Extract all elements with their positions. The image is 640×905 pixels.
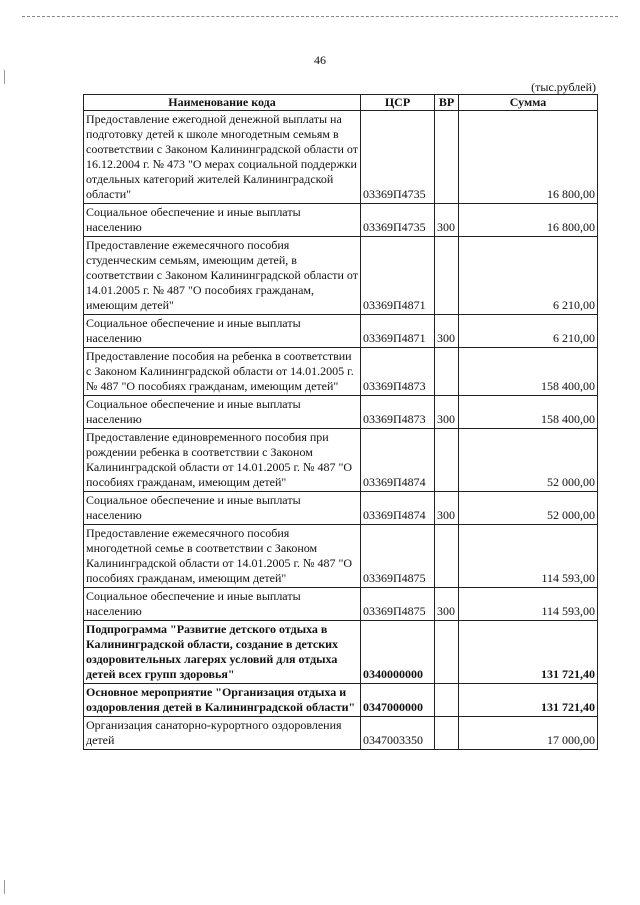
row-csr: 03369П4871	[361, 237, 435, 315]
row-csr: 0347000000	[361, 684, 435, 717]
margin-mark	[4, 880, 9, 894]
header-vr: ВР	[435, 95, 459, 111]
row-csr: 03369П4874	[361, 429, 435, 492]
row-sum: 131 721,40	[459, 684, 598, 717]
header-csr: ЦСР	[361, 95, 435, 111]
table-row	[84, 111, 598, 204]
row-vr	[435, 621, 459, 684]
row-name: Социальное обеспечение и иные выплаты населению	[84, 492, 361, 525]
table-row	[84, 492, 598, 525]
row-name: Предоставление единовременного пособия при рождении ребенка в соответствии с Законом Калининградской области от 14.01.2005 г. № 487 "О пособиях гражданам, имеющим детей"	[84, 429, 361, 492]
budget-table	[83, 94, 598, 750]
table-row	[84, 237, 598, 315]
row-vr	[435, 525, 459, 588]
row-name: Социальное обеспечение и иные выплаты населению	[84, 315, 361, 348]
row-name: Предоставление ежемесячного пособия многодетной семье в соответствии с Законом Калининградской области от 14.01.2005 г. № 487 "О пособиях гражданам, имеющим детей"	[84, 525, 361, 588]
row-sum: 52 000,00	[459, 429, 598, 492]
row-name: Социальное обеспечение и иные выплаты населению	[84, 396, 361, 429]
row-vr: 300	[435, 204, 459, 237]
row-vr	[435, 348, 459, 396]
row-csr: 03369П4735	[361, 111, 435, 204]
row-name: Предоставление ежегодной денежной выплаты на подготовку детей к школе многодетным семьям в соответствии с Законом Калининградской области от 16.12.2004 г. № 473 "О мерах социальной поддержки отдельных категорий жителей Калининградской области"	[84, 111, 361, 204]
table-row	[84, 525, 598, 588]
row-csr: 0347003350	[361, 717, 435, 750]
header-sum: Сумма	[459, 95, 598, 111]
row-sum: 16 800,00	[459, 111, 598, 204]
row-vr: 300	[435, 396, 459, 429]
margin-mark	[4, 70, 9, 84]
row-csr: 03369П4871	[361, 315, 435, 348]
row-sum: 158 400,00	[459, 348, 598, 396]
row-csr: 0340000000	[361, 621, 435, 684]
table-header-row	[84, 95, 598, 111]
row-csr: 03369П4735	[361, 204, 435, 237]
row-sum: 158 400,00	[459, 396, 598, 429]
top-rule	[22, 16, 618, 17]
row-csr: 03369П4873	[361, 348, 435, 396]
row-csr: 03369П4875	[361, 588, 435, 621]
row-vr: 300	[435, 588, 459, 621]
row-name: Социальное обеспечение и иные выплаты населению	[84, 588, 361, 621]
row-sum: 114 593,00	[459, 525, 598, 588]
row-name: Подпрограмма "Развитие детского отдыха в Калининградской области, создание в детских оздоровительных лагерях условий для отдыха детей всех групп здоровья"	[84, 621, 361, 684]
row-sum: 131 721,40	[459, 621, 598, 684]
row-sum: 6 210,00	[459, 237, 598, 315]
row-name: Организация санаторно-курортного оздоровления детей	[84, 717, 361, 750]
row-name: Социальное обеспечение и иные выплаты населению	[84, 204, 361, 237]
row-name: Основное мероприятие "Организация отдыха и оздоровления детей в Калининградской области"	[84, 684, 361, 717]
row-csr: 03369П4874	[361, 492, 435, 525]
row-csr: 03369П4873	[361, 396, 435, 429]
row-vr: 300	[435, 315, 459, 348]
row-name: Предоставление ежемесячного пособия студенческим семьям, имеющим детей, в соответствии с Законом Калининградской области от 14.01.2005 г. № 487 "О пособиях гражданам, имеющим детей"	[84, 237, 361, 315]
row-sum: 17 000,00	[459, 717, 598, 750]
row-sum: 6 210,00	[459, 315, 598, 348]
row-name: Предоставление пособия на ребенка в соответствии с Законом Калининградской области от 14.01.2005 г. № 487 "О пособиях гражданам, имеющим детей"	[84, 348, 361, 396]
row-vr	[435, 684, 459, 717]
units-label: (тыс.рублей)	[531, 80, 596, 94]
row-vr	[435, 111, 459, 204]
row-sum: 52 000,00	[459, 492, 598, 525]
table-row-main-activity	[84, 684, 598, 717]
table-row	[84, 348, 598, 396]
row-csr: 03369П4875	[361, 525, 435, 588]
table-row	[84, 717, 598, 750]
row-vr: 300	[435, 492, 459, 525]
table-row	[84, 429, 598, 492]
row-vr	[435, 717, 459, 750]
row-sum: 16 800,00	[459, 204, 598, 237]
row-vr	[435, 237, 459, 315]
header-name: Наименование кода	[84, 95, 361, 111]
table-row	[84, 588, 598, 621]
table-row	[84, 315, 598, 348]
table-row	[84, 396, 598, 429]
row-sum: 114 593,00	[459, 588, 598, 621]
table-row-subprogram	[84, 621, 598, 684]
page-number: 46	[314, 53, 326, 67]
row-vr	[435, 429, 459, 492]
table-row	[84, 204, 598, 237]
